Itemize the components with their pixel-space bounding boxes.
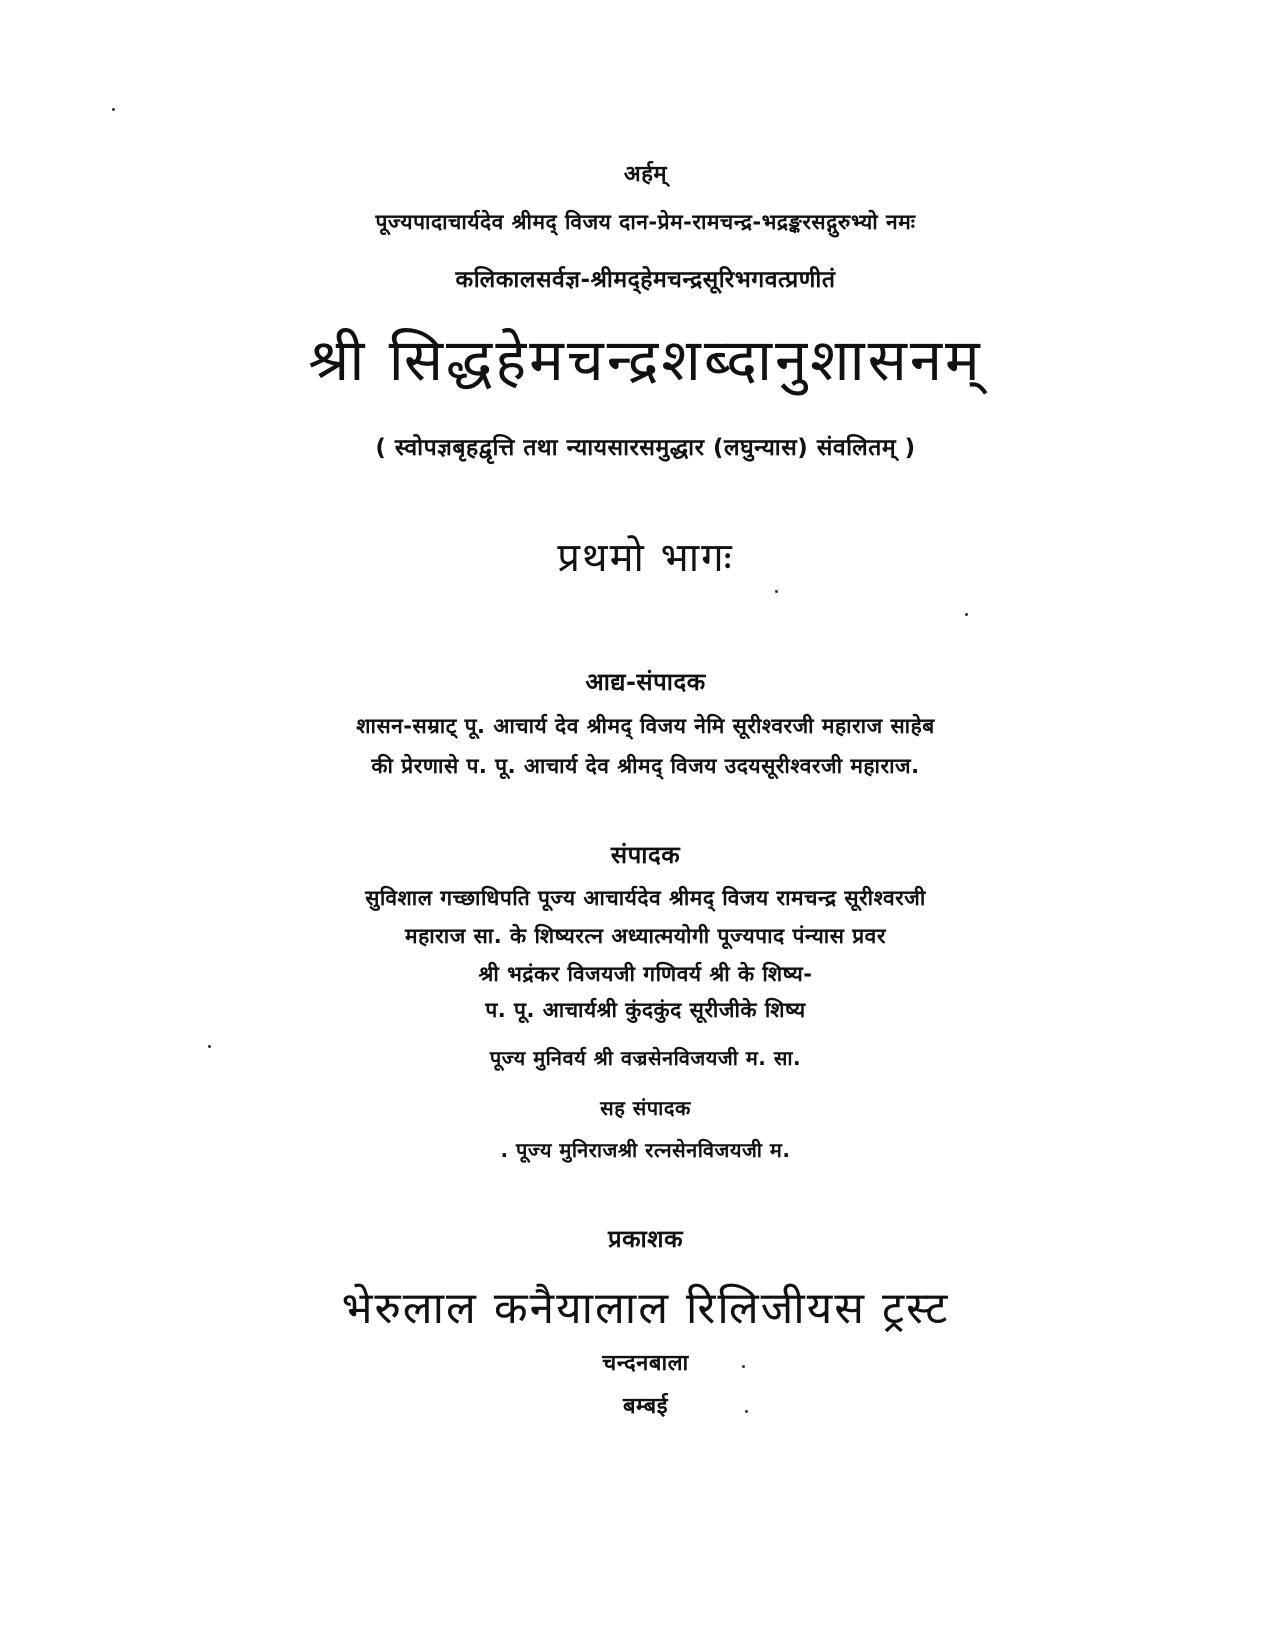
first-editor-line: शासन-सम्राट् पू. आचार्य देव श्रीमद् विजय नेमि सूरीश्वरजी महाराज साहेब	[356, 714, 935, 738]
co-editor-heading: सह संपादक	[600, 1096, 691, 1120]
publisher-area: चन्दनबाला	[602, 1351, 689, 1376]
salutation-line: पूज्यपादाचार्यदेव श्रीमद् विजय दान-प्रेम-रामचन्द्र-भद्रङ्करसद्गुरुभ्यो नमः	[375, 210, 916, 234]
scan-speck	[775, 590, 778, 593]
scan-speck	[745, 1410, 748, 1413]
scan-speck	[112, 108, 115, 111]
editor-line: प. पू. आचार्यश्री कुंदकुंद सूरीजीके शिष्य	[485, 998, 806, 1022]
book-subtitle: ( स्वोपज्ञबृहद्वृत्ति तथा न्यायसारसमुद्धार (लघुन्यास) संवलितम् )	[375, 435, 916, 461]
editor-line: सुविशाल गच्छाधिपति पूज्य आचार्यदेव श्रीमद् विजय रामचन्द्र सूरीश्वरजी	[365, 886, 926, 910]
scan-speck	[965, 613, 968, 616]
scan-speck	[208, 1045, 211, 1048]
publisher-city: बम्बई	[622, 1394, 669, 1419]
volume-label: प्रथमो भागः	[557, 535, 734, 581]
co-editor-name: . पूज्य मुनिराजश्री रत्नसेनविजयजी म.	[500, 1138, 791, 1162]
editor-line: श्री भद्रंकर विजयजी गणिवर्य श्री के शिष्य-	[478, 962, 813, 986]
publisher-heading: प्रकाशक	[607, 1225, 684, 1253]
editor-line: महाराज सा. के शिष्यरत्न अध्यात्मयोगी पूज्यपाद पंन्यास प्रवर	[405, 924, 886, 948]
first-editor-line: की प्रेरणासे प. पू. आचार्य देव श्रीमद् विजय उदयसूरीश्वरजी महाराज.	[371, 754, 920, 778]
first-editor-heading: आद्य-संपादक	[585, 668, 706, 696]
editor-name: पूज्य मुनिवर्य श्री वज्रसेनविजयजी म. सा.	[489, 1046, 802, 1070]
invocation: अर्हम्	[623, 162, 668, 187]
book-title: श्री सिद्धहेमचन्द्रशब्दानुशासनम्	[308, 326, 983, 394]
editor-heading: संपादक	[610, 841, 681, 869]
attribution-line: कलिकालसर्वज्ञ-श्रीमद्हेमचन्द्रसूरिभगवत्प्रणीतं	[455, 267, 836, 293]
scan-speck	[742, 1365, 745, 1368]
publisher-name: भेरुलाल कनैयालाल रिलिजीयस ट्रस्ट	[341, 1283, 950, 1334]
